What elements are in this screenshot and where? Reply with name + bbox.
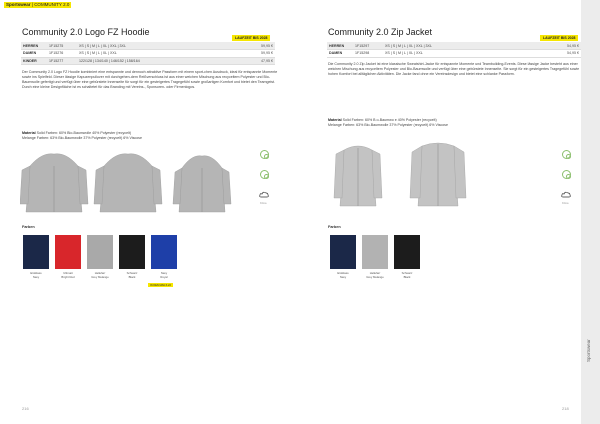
colors-heading: Farben bbox=[328, 225, 341, 229]
color-label: Erstklass Navy bbox=[30, 271, 42, 279]
page-number: 216 bbox=[22, 406, 29, 411]
color-swatch-black[interactable] bbox=[119, 235, 145, 269]
color-label: Hellefarr Grey Melange bbox=[91, 271, 109, 279]
section-label: COMMUNITY 2.0 bbox=[34, 2, 70, 7]
color-label: Navy Royal bbox=[160, 271, 168, 279]
table-row: KINDER 1F15277 122/128 | 134/140 | 146/152 | 158/164 47,95 € bbox=[23, 58, 273, 63]
highlight-tag: IN DEN MAILS 22 bbox=[150, 283, 171, 287]
runtime-badge: LAUFZEIT BIS 2028 bbox=[232, 35, 270, 41]
color-swatch-black[interactable] bbox=[394, 235, 420, 269]
icon-label: Klima bbox=[260, 202, 267, 205]
runtime-badge: LAUFZEIT BIS 2028 bbox=[540, 35, 578, 41]
icon-label: Klima bbox=[562, 202, 569, 205]
section-sidebar bbox=[581, 0, 600, 424]
jacket-product-images bbox=[330, 140, 490, 210]
organic-cotton-icon bbox=[260, 170, 269, 179]
section-tag: Sportswear | COMMUNITY 2.0 bbox=[6, 2, 70, 7]
right-page bbox=[300, 0, 600, 424]
color-label: Ultimatt Bright Red bbox=[61, 271, 75, 279]
product-title: Community 2.0 Zip Jacket bbox=[328, 27, 433, 37]
color-swatch-royal[interactable] bbox=[151, 235, 177, 269]
color-swatch-navy[interactable] bbox=[23, 235, 49, 269]
color-swatch-grey[interactable] bbox=[362, 235, 388, 269]
material-info: Material Solid Farben: 60% B o-Baumwo e 40% Polyester (recycelt) Melange Farben: 63% Bio-Baumwolle 37% Polyester (recycelt) 6% Viscose bbox=[328, 118, 448, 127]
cloud-icon bbox=[259, 190, 269, 200]
brand-label: Sportswear bbox=[6, 2, 31, 7]
colors-heading: Farben bbox=[22, 225, 35, 229]
color-label: Hellefarr Grey Melange bbox=[366, 271, 384, 279]
cloud-icon bbox=[561, 190, 571, 200]
color-label: Erstklass Navy bbox=[337, 271, 349, 279]
size-table bbox=[327, 42, 581, 58]
sustainability-icon bbox=[562, 150, 571, 159]
page-number: 218 bbox=[562, 406, 569, 411]
color-label: Schwarz Black bbox=[126, 271, 138, 279]
product-description: Die Community 2.0 Zip Jacket ist eine klassische Sweatshirt-Jacke für entspannte Momente und Teambuilding-Events. Diese lässige Jacke besteht aus einer weichen Mischung aus recyceltem Polyester und Bio-Baumwolle und verfügt über eine gebürstete Innenseite. Sie sorgt für ein gesteigertes Tragegefühl sowie hohen Komfort bei alltäglichen Aktivitäten. Die Jacke fand ohne ein Vereinsdesign und bietet eine schlanke Passform. bbox=[328, 62, 580, 76]
size-table bbox=[21, 42, 275, 65]
organic-cotton-icon bbox=[562, 170, 571, 179]
hoodie-product-images bbox=[20, 148, 240, 216]
product-title: Community 2.0 Logo FZ Hoodie bbox=[22, 27, 150, 37]
color-swatch-navy[interactable] bbox=[330, 235, 356, 269]
sidebar-label: Sportswear bbox=[586, 339, 591, 362]
table-row: HERREN 1F15275 XS | S | M | L | XL | XXL | 3XL 59,95 € bbox=[23, 43, 273, 48]
color-swatch-grey[interactable] bbox=[87, 235, 113, 269]
table-row: HERREN 1F15297 XS | S | M | L | XL | XXL | 3XL 54,95 € bbox=[329, 43, 579, 48]
sustainability-icon bbox=[260, 150, 269, 159]
color-swatch-red[interactable] bbox=[55, 235, 81, 269]
product-description: Der Community 2.0 Logo FZ Hoodie kombiniert eine entspannte und dennoch attraktive Passform mit einem sport-chen Ausdruck, ideal für entspannte Momente sowie ins Spielfeld. Dieser lässige Kapuzenpullover mit durchgehen-dem Reißverschluss ist aus einer weichen Mischung aus recyceltem Polyester und Bio-Baumwolle gefertigt und verfügt über eine gebürstete Innenseite für sorgt für ein gesteigertes Tragegefühl sowie großartigen Komfort und bietet den Teamgeist. Durch eine kleine Designfläche ist es schaltetet für das Branding mit Vereins-, Sponsoren- oder Firmenlogos. bbox=[22, 70, 278, 89]
table-row: DAMEN 1F15276 XS | S | M | L | XL | XXL 59,95 € bbox=[23, 51, 273, 56]
table-row: DAMEN 1F15298 XS | S | M | L | XL | XXL 54,95 € bbox=[329, 51, 579, 56]
color-label: Schwarz Black bbox=[401, 271, 413, 279]
material-info: Material Solid Farben: 60% Bio-Baumwolle 40% Polyester (recycelt) Melange Farben: 63% Bio-Baumwolle 37% Polyester (recycelt) 6% Viscose bbox=[22, 131, 142, 140]
